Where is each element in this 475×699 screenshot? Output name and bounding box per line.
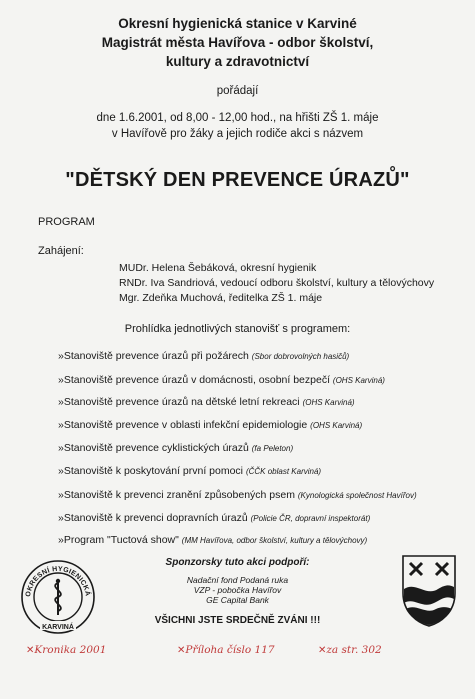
welcome-text: VŠICHNI JSTE SRDEČNĚ ZVÁNI !!! — [154, 615, 321, 626]
handwritten-note: ✕Příloha číslo 117 — [177, 644, 275, 656]
havirov-coat-of-arms — [400, 553, 458, 629]
speaker-1: MUDr. Helena Šebáková, okresní hygienik — [119, 262, 317, 274]
logo-bottom-text: KARVINÁ — [42, 624, 74, 631]
sponsor-line: VZP - pobočka Havířov — [193, 585, 282, 595]
station-item: »Program "Tuctová show" (MM Havířova, odbor školství, kultury a tělovýchovy) — [58, 534, 368, 546]
station-item: »Stanoviště k poskytování první pomoci (ČČK oblast Karviná) — [58, 465, 322, 477]
header-line-1: Okresní hygienická stanice v Karviné — [118, 16, 357, 31]
station-item: »Stanoviště k prevenci dopravních úrazů (Policie ČR, dopravní inspektorát) — [58, 512, 371, 524]
hygiene-station-logo — [18, 555, 98, 635]
poradaji-text: pořádají — [216, 85, 259, 97]
logo-arc-text: OKRESNÍ HYGIENICKÁ — [25, 565, 91, 598]
header-line-3: kultury a zdravotnictví — [165, 54, 310, 69]
speaker-2: RNDr. Iva Sandriová, vedoucí odboru školství, kultury a tělovýchovy — [119, 277, 435, 289]
station-item: »Stanoviště prevence v oblasti infekční epidemiologie (OHS Karviná) — [58, 419, 363, 431]
station-item: »Stanoviště prevence úrazů při požárech (Sbor dobrovolných hasičů) — [58, 350, 350, 362]
sponsors-heading: Sponzorsky tuto akci podpoří: — [165, 557, 310, 568]
event-title: "DĚTSKÝ DEN PREVENCE ÚRAZŮ" — [65, 169, 410, 191]
handwritten-note: ✕za str. 302 — [318, 644, 382, 656]
speaker-3: Mgr. Zdeňka Muchová, ředitelka ZŠ 1. máje — [119, 292, 323, 304]
intro-line-1: dne 1.6.2001, od 8,00 - 12,00 hod., na hřišti ZŠ 1. máje — [96, 112, 379, 124]
header-line-2: Magistrát města Havířova - odbor školství, — [101, 35, 374, 50]
program-label: PROGRAM — [38, 216, 95, 228]
station-item: »Stanoviště prevence cyklistických úrazů (fa Peleton) — [58, 442, 294, 454]
prohlidka-heading: Prohlídka jednotlivých stanovišť s programem: — [124, 323, 351, 335]
station-item: »Stanoviště prevence úrazů na dětské letní rekreaci (OHS Karviná) — [58, 396, 355, 408]
sponsor-line: GE Capital Bank — [206, 595, 269, 605]
zahajeni-label: Zahájení: — [38, 245, 84, 257]
handwritten-note: ✕Kronika 2001 — [26, 644, 107, 656]
intro-line-2: v Havířově pro žáky a jejich rodiče akci s názvem — [111, 128, 364, 140]
station-item: »Stanoviště prevence úrazů v domácnosti, osobní bezpečí (OHS Karviná) — [58, 374, 385, 386]
station-item: »Stanoviště k prevenci zranění způsobených psem (Kynologická společnost Havířov) — [58, 489, 417, 501]
sponsor-line: Nadační fond Podaná ruka — [186, 575, 289, 585]
